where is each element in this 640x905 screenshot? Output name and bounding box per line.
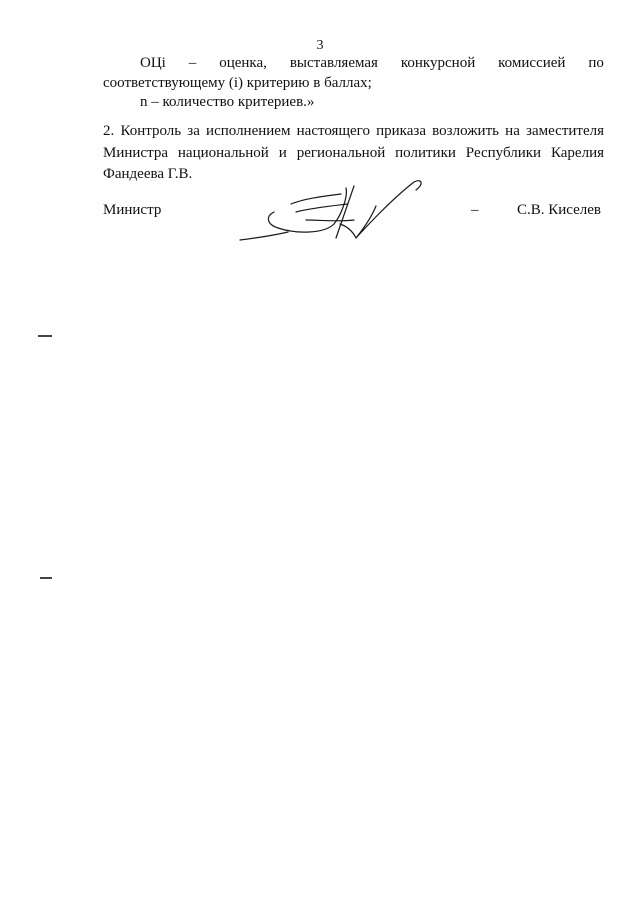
oc-term: ОЦi (140, 55, 166, 71)
item2-line-1: 2. Контроль за исполнением настоящего приказа возложить на заместителя (103, 123, 604, 139)
signature-position: Министр (103, 202, 162, 218)
margin-mark (38, 335, 52, 337)
oc-dash: – (188, 55, 197, 71)
signature-dash: – (471, 202, 479, 218)
margin-mark (40, 577, 52, 579)
oc-word-4: комиссией (498, 55, 566, 71)
oc-word-2: выставляемая (289, 55, 378, 71)
item2-line-2: Министра национальной и региональной политики Республики Карелия (103, 145, 604, 161)
definition-oc-line-2: соответствующему (i) критерию в баллах; (103, 75, 372, 91)
oc-word-3: конкурсной (400, 55, 476, 71)
signature-name: С.В. Киселев (517, 202, 602, 218)
definition-oc-line (140, 54, 604, 72)
page-number: 3 (316, 38, 324, 53)
handwritten-signature (236, 176, 436, 246)
oc-word-5: по (588, 55, 604, 71)
definition-n-line: n – количество критериев.» (140, 94, 315, 110)
oc-word-1: оценка, (219, 55, 267, 71)
item2-line-3: Фандеева Г.В. (103, 166, 193, 182)
